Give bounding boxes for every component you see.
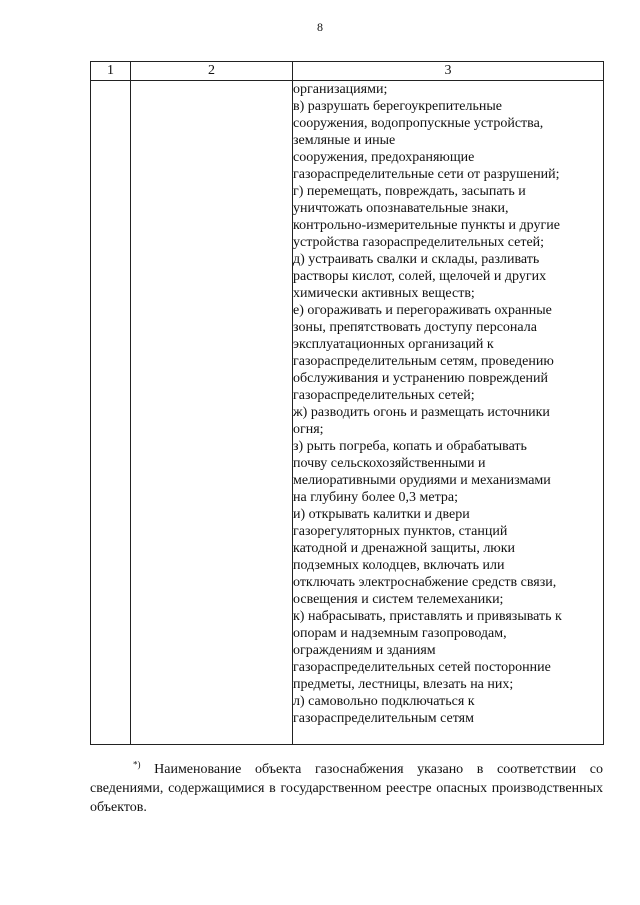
text-line: подземных колодцев, включать или — [293, 558, 505, 573]
text-line: химически активных веществ; — [293, 286, 475, 301]
document-table — [90, 61, 604, 745]
text-line: газораспределительным сетям — [293, 711, 474, 726]
text-line: почву сельскохозяйственными и — [293, 456, 486, 471]
text-line: в) разрушать берегоукрепительные — [293, 99, 503, 114]
text-line: отключать электроснабжение средств связи, — [293, 575, 557, 590]
text-line: земляные и иные — [293, 133, 396, 148]
text-line: сооружения, водопропускные устройства, — [293, 116, 544, 131]
text-line: г) перемещать, повреждать, засыпать и — [293, 184, 526, 199]
column-header-2: 2 — [131, 62, 293, 81]
text-line: сооружения, предохраняющие — [293, 150, 475, 165]
text-line: и) открывать калитки и двери — [293, 507, 470, 522]
text-line: уничтожать опознавательные знаки, — [293, 201, 509, 216]
text-line: газорегуляторных пунктов, станций — [293, 524, 508, 539]
text-line: обслуживания и устранению повреждений — [293, 371, 549, 386]
text-line: газораспределительным сетям, проведению — [293, 354, 554, 369]
column-header-3: 3 — [293, 62, 604, 81]
text-line: д) устраивать свалки и склады, разливать — [293, 252, 540, 267]
text-line: катодной и дренажной защиты, люки — [293, 541, 516, 556]
text-line: освещения и систем телемеханики; — [293, 592, 504, 607]
table-header-row — [91, 62, 604, 81]
text-line: ж) разводить огонь и размещать источники — [293, 405, 550, 420]
text-line: газораспределительные сети от разрушений; — [293, 167, 560, 182]
text-line: организациями; — [293, 82, 388, 97]
text-line: предметы, лестницы, влезать на них; — [293, 677, 514, 692]
cell-col-2 — [131, 81, 293, 745]
text-line: е) огораживать и перегораживать охранные — [293, 303, 552, 318]
text-line: газораспределительных сетей; — [293, 388, 475, 403]
text-line: на глубину более 0,3 метра; — [293, 490, 458, 505]
footnote — [90, 760, 603, 817]
text-line: огня; — [293, 422, 324, 437]
cell-col-3-text — [293, 81, 604, 745]
text-line: эксплуатационных организаций к — [293, 337, 494, 352]
footnote-paragraph — [90, 760, 603, 817]
footnote-mark: *) — [133, 759, 141, 770]
text-line: растворы кислот, солей, щелочей и других — [293, 269, 547, 284]
text-line: газораспределительных сетей посторонние — [293, 660, 551, 675]
text-line: контрольно-измерительные пункты и другие — [293, 218, 560, 233]
text-line: мелиоративными орудиями и механизмами — [293, 473, 551, 488]
text-line: к) набрасывать, приставлять и привязывать к — [293, 609, 562, 624]
text-line: л) самовольно подключаться к — [293, 694, 475, 709]
column-header-1: 1 — [91, 62, 131, 81]
footnote-text: Наименование объекта газоснабжения указано в соответствии со сведениями, содержащимися в государственном реестре опасных производственных объектов. — [90, 762, 603, 815]
text-line: з) рыть погреба, копать и обрабатывать — [293, 439, 527, 454]
text-line: опорам и надземным газопроводам, — [293, 626, 507, 641]
cell-col-1 — [91, 81, 131, 745]
text-line: ограждениям и зданиям — [293, 643, 436, 658]
text-line: устройства газораспределительных сетей; — [293, 235, 545, 250]
page-number: 8 — [317, 20, 323, 34]
text-line: зоны, препятствовать доступу персонала — [293, 320, 537, 335]
table-row — [91, 81, 604, 745]
